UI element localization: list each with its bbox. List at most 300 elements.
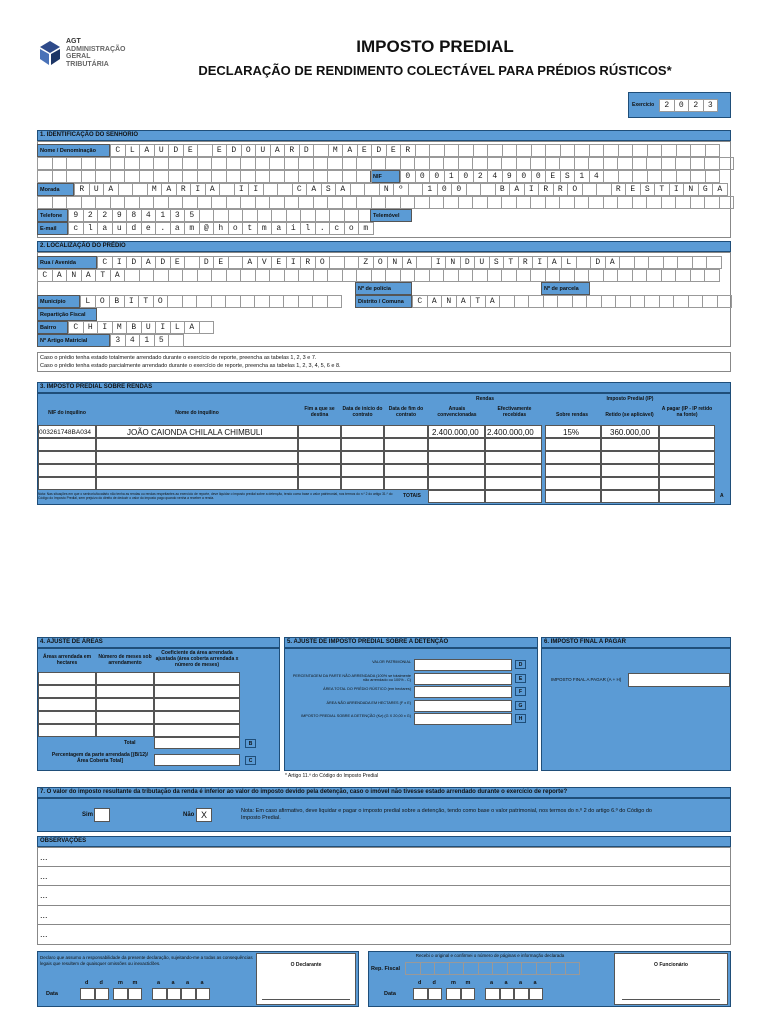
char-box[interactable] [430,196,445,209]
char-box[interactable] [220,183,235,196]
char-box[interactable]: T [96,269,111,282]
table-cell[interactable] [601,451,659,464]
char-box[interactable]: D [461,256,476,269]
table-cell[interactable] [341,477,384,490]
char-box[interactable] [406,962,421,975]
table-cell[interactable] [485,451,542,464]
char-box[interactable] [589,157,604,170]
table-cell[interactable] [384,464,428,477]
char-box[interactable] [285,196,300,209]
char-box[interactable] [421,962,436,975]
char-box[interactable] [169,157,184,170]
char-box[interactable] [529,295,544,308]
char-box[interactable]: M [329,144,344,157]
char-box[interactable] [444,269,459,282]
char-box[interactable] [264,183,279,196]
char-box[interactable]: T [471,295,486,308]
char-box[interactable]: I [533,256,548,269]
char-box[interactable] [133,183,148,196]
char-box[interactable]: m [185,222,200,235]
char-box[interactable] [183,157,198,170]
char-box[interactable]: I [156,321,171,334]
char-box[interactable] [720,157,735,170]
char-box[interactable]: D [200,256,215,269]
char-box[interactable] [229,256,244,269]
char-box[interactable]: N [67,269,82,282]
char-box[interactable] [430,144,445,157]
char-box[interactable]: R [75,183,90,196]
char-box[interactable]: G [699,183,714,196]
char-box[interactable]: o [229,222,244,235]
char-box[interactable] [287,209,302,222]
char-box[interactable]: 1 [423,183,438,196]
date-box[interactable] [80,988,95,1000]
area-cell[interactable] [154,724,240,737]
char-box[interactable]: C [293,183,308,196]
char-box[interactable] [328,157,343,170]
char-box[interactable]: u [113,222,128,235]
char-box[interactable] [183,170,198,183]
char-box[interactable] [200,209,215,222]
char-box[interactable] [198,144,213,157]
nome-field-line2[interactable] [37,157,734,170]
table-cell[interactable] [38,438,96,451]
rua-field[interactable] [97,256,722,269]
char-box[interactable] [140,196,155,209]
table-cell[interactable] [298,438,341,451]
char-box[interactable] [473,157,488,170]
char-box[interactable]: R [285,144,300,157]
char-box[interactable] [270,196,285,209]
table-cell[interactable] [485,464,542,477]
char-box[interactable] [464,962,479,975]
char-box[interactable] [357,269,372,282]
char-box[interactable] [662,157,677,170]
char-box[interactable] [502,269,517,282]
char-box[interactable] [522,962,537,975]
total-cell[interactable] [659,490,715,503]
char-box[interactable]: V [258,256,273,269]
char-box[interactable] [705,196,720,209]
char-box[interactable] [546,144,561,157]
char-box[interactable] [328,269,343,282]
obs-line[interactable]: ... [37,847,731,867]
char-box[interactable] [96,157,111,170]
char-box[interactable]: 0 [416,170,431,183]
table-cell[interactable] [601,438,659,451]
char-box[interactable]: D [300,144,315,157]
char-box[interactable] [660,295,675,308]
char-box[interactable] [720,196,735,209]
char-box[interactable] [357,170,372,183]
area-cell[interactable] [96,711,154,724]
sim-checkbox[interactable] [94,808,110,822]
char-box[interactable]: E [387,144,402,157]
char-box[interactable] [328,196,343,209]
char-box[interactable]: I [287,256,302,269]
char-box[interactable] [531,196,546,209]
char-box[interactable]: B [127,321,142,334]
char-box[interactable] [372,269,387,282]
char-box[interactable] [386,269,401,282]
area-cell[interactable] [38,711,96,724]
char-box[interactable]: o [345,222,360,235]
char-box[interactable] [573,295,588,308]
char-box[interactable] [647,269,662,282]
char-box[interactable]: 1 [445,170,460,183]
table-cell[interactable] [38,477,96,490]
obs-line[interactable]: ... [37,886,731,906]
date-box[interactable] [500,988,515,1000]
date-box[interactable] [152,988,167,1000]
char-box[interactable] [125,196,140,209]
table-cell[interactable] [341,425,384,438]
char-box[interactable] [676,196,691,209]
char-box[interactable]: A [142,256,157,269]
table-cell[interactable] [384,477,428,490]
char-box[interactable]: T [504,256,519,269]
char-box[interactable] [345,209,360,222]
char-box[interactable] [662,170,677,183]
char-box[interactable] [229,209,244,222]
char-box[interactable] [185,256,200,269]
char-box[interactable] [500,295,515,308]
char-box[interactable] [502,157,517,170]
char-box[interactable]: N [388,256,403,269]
char-box[interactable]: 0 [532,170,547,183]
area-cell[interactable] [96,724,154,737]
char-box[interactable] [197,295,212,308]
area-cell[interactable] [154,672,240,685]
char-box[interactable] [314,196,329,209]
char-box[interactable] [343,269,358,282]
char-box[interactable] [575,196,590,209]
char-box[interactable] [575,157,590,170]
char-box[interactable]: A [206,183,221,196]
char-box[interactable] [575,269,590,282]
char-box[interactable]: L [126,144,141,157]
char-box[interactable]: T [655,183,670,196]
char-box[interactable] [481,183,496,196]
char-box[interactable]: 2 [474,170,489,183]
total-cell[interactable] [428,490,485,503]
char-box[interactable] [508,962,523,975]
date-box[interactable] [196,988,211,1000]
area-cell[interactable] [154,698,240,711]
char-box[interactable] [140,170,155,183]
char-box[interactable] [270,170,285,183]
char-box[interactable]: 0 [401,170,416,183]
char-box[interactable]: E [272,256,287,269]
char-box[interactable]: 2 [98,209,113,222]
char-box[interactable] [631,295,646,308]
char-box[interactable] [256,170,271,183]
date-box[interactable] [95,988,110,1000]
char-box[interactable] [285,269,300,282]
char-box[interactable]: c [330,222,345,235]
date-box[interactable] [529,988,544,1000]
table-cell[interactable] [601,477,659,490]
char-box[interactable]: A [510,183,525,196]
char-box[interactable] [677,170,692,183]
table-cell[interactable] [659,464,715,477]
s4-pct-field[interactable] [154,754,240,766]
date-box[interactable] [461,988,476,1000]
rua-line2[interactable] [37,269,720,282]
char-box[interactable]: R [519,256,534,269]
char-box[interactable] [459,144,474,157]
char-box[interactable] [284,295,299,308]
s5-field-1[interactable] [414,659,512,671]
char-box[interactable]: N [380,183,395,196]
char-box[interactable]: h [214,222,229,235]
char-box[interactable] [517,157,532,170]
char-box[interactable] [183,295,198,308]
char-box[interactable] [212,295,227,308]
char-box[interactable] [604,157,619,170]
table-cell[interactable] [545,464,601,477]
char-box[interactable]: S [490,256,505,269]
char-box[interactable]: 1 [156,209,171,222]
char-box[interactable] [566,962,581,975]
obs-line[interactable]: ... [37,867,731,887]
total-cell[interactable] [485,490,542,503]
char-box[interactable]: 2 [84,209,99,222]
table-cell[interactable] [96,451,298,464]
char-box[interactable] [488,144,503,157]
char-box[interactable] [125,157,140,170]
char-box[interactable] [647,157,662,170]
char-box[interactable]: 1 [575,170,590,183]
char-box[interactable]: t [243,222,258,235]
char-box[interactable] [618,269,633,282]
char-box[interactable] [314,144,329,157]
char-box[interactable]: O [568,183,583,196]
char-box[interactable] [227,170,242,183]
table-cell[interactable] [96,438,298,451]
char-box[interactable] [473,269,488,282]
exercicio-digit[interactable]: 0 [675,99,690,112]
char-box[interactable] [345,256,360,269]
char-box[interactable] [255,295,270,308]
char-box[interactable] [299,170,314,183]
char-box[interactable]: S [561,170,576,183]
char-box[interactable] [560,269,575,282]
char-box[interactable] [299,196,314,209]
char-box[interactable] [618,196,633,209]
char-box[interactable] [212,157,227,170]
char-box[interactable] [691,144,706,157]
char-box[interactable] [313,295,328,308]
char-box[interactable] [459,196,474,209]
char-box[interactable]: D [156,256,171,269]
char-box[interactable] [82,196,97,209]
char-box[interactable] [691,269,706,282]
distrito-field[interactable] [412,295,732,308]
date-box[interactable] [413,988,428,1000]
char-box[interactable]: L [562,256,577,269]
char-box[interactable]: R [301,256,316,269]
char-box[interactable] [53,196,68,209]
char-box[interactable]: E [171,256,186,269]
char-box[interactable] [678,256,693,269]
char-box[interactable] [531,269,546,282]
char-box[interactable] [125,269,140,282]
artigo-field[interactable] [110,334,184,347]
char-box[interactable] [200,321,215,334]
char-box[interactable]: D [127,256,142,269]
char-box[interactable]: E [213,144,228,157]
table-cell[interactable] [659,451,715,464]
exercicio-digits[interactable] [659,99,718,112]
table-cell[interactable] [659,477,715,490]
char-box[interactable] [299,295,314,308]
char-box[interactable] [415,196,430,209]
char-box[interactable] [459,269,474,282]
area-cell[interactable] [38,724,96,737]
char-box[interactable]: A [185,321,200,334]
table-cell[interactable] [485,438,542,451]
table-cell[interactable] [428,477,485,490]
char-box[interactable] [546,196,561,209]
char-box[interactable] [677,144,692,157]
nif-left-blank[interactable] [37,170,372,183]
char-box[interactable]: A [713,183,728,196]
char-box[interactable]: 0 [517,170,532,183]
table-cell[interactable] [659,438,715,451]
telefone-field[interactable] [68,209,374,222]
char-box[interactable] [633,157,648,170]
char-box[interactable] [633,170,648,183]
char-box[interactable] [676,269,691,282]
char-box[interactable]: d [127,222,142,235]
char-box[interactable]: R [554,183,569,196]
char-box[interactable] [488,196,503,209]
char-box[interactable]: R [539,183,554,196]
char-box[interactable] [409,183,424,196]
char-box[interactable] [212,196,227,209]
char-box[interactable]: l [301,222,316,235]
area-cell[interactable] [38,698,96,711]
table-cell[interactable] [384,438,428,451]
char-box[interactable] [226,295,241,308]
char-box[interactable]: B [110,295,125,308]
char-box[interactable] [561,144,576,157]
char-box[interactable]: A [457,295,472,308]
char-box[interactable]: E [214,256,229,269]
char-box[interactable] [467,183,482,196]
char-box[interactable]: A [53,269,68,282]
char-box[interactable] [551,962,566,975]
char-box[interactable] [444,196,459,209]
char-box[interactable] [154,170,169,183]
char-box[interactable] [604,196,619,209]
char-box[interactable] [212,269,227,282]
char-box[interactable] [459,157,474,170]
char-box[interactable] [589,269,604,282]
exercicio-digit[interactable]: 2 [689,99,704,112]
char-box[interactable] [647,196,662,209]
char-box[interactable] [357,157,372,170]
date-box[interactable] [167,988,182,1000]
table-cell[interactable] [485,477,542,490]
char-box[interactable]: E [184,144,199,157]
char-box[interactable]: 0 [459,170,474,183]
char-box[interactable]: A [403,256,418,269]
char-box[interactable]: I [249,183,264,196]
char-box[interactable]: C [111,144,126,157]
table-cell[interactable] [96,464,298,477]
char-box[interactable]: . [316,222,331,235]
char-box[interactable]: I [525,183,540,196]
char-box[interactable] [154,269,169,282]
table-cell[interactable] [659,425,715,438]
nome-field[interactable] [110,144,720,157]
char-box[interactable]: U [256,144,271,157]
char-box[interactable]: C [69,321,84,334]
char-box[interactable] [546,269,561,282]
char-box[interactable] [577,256,592,269]
char-box[interactable] [328,170,343,183]
char-box[interactable] [474,144,489,157]
char-box[interactable]: H [84,321,99,334]
char-box[interactable] [604,170,619,183]
char-box[interactable]: A [140,144,155,157]
char-box[interactable] [616,295,631,308]
area-cell[interactable] [38,685,96,698]
char-box[interactable] [597,183,612,196]
char-box[interactable] [635,256,650,269]
s5-field-4[interactable] [414,700,512,712]
char-box[interactable]: D [372,144,387,157]
char-box[interactable] [258,209,273,222]
char-box[interactable] [589,196,604,209]
char-box[interactable]: O [242,144,257,157]
char-box[interactable]: O [374,256,389,269]
char-box[interactable] [256,269,271,282]
char-box[interactable]: @ [200,222,215,235]
char-box[interactable]: A [486,295,501,308]
char-box[interactable]: U [155,144,170,157]
char-box[interactable] [604,269,619,282]
char-box[interactable]: Z [359,256,374,269]
rep-field[interactable] [405,962,580,975]
char-box[interactable] [415,269,430,282]
table-cell[interactable] [341,464,384,477]
char-box[interactable] [693,256,708,269]
date-box[interactable] [181,988,196,1000]
char-box[interactable] [645,295,660,308]
char-box[interactable] [111,157,126,170]
char-box[interactable] [444,157,459,170]
total-cell[interactable] [601,490,659,503]
char-box[interactable] [386,157,401,170]
char-box[interactable] [227,269,242,282]
char-box[interactable]: l [84,222,99,235]
char-box[interactable]: R [401,144,416,157]
char-box[interactable]: S [322,183,337,196]
char-box[interactable]: M [148,183,163,196]
char-box[interactable] [241,295,256,308]
table-cell[interactable] [96,477,298,490]
char-box[interactable] [517,196,532,209]
s4-total-field[interactable] [154,737,240,749]
char-box[interactable]: A [162,183,177,196]
char-box[interactable] [662,196,677,209]
char-box[interactable] [111,170,126,183]
char-box[interactable] [718,295,733,308]
char-box[interactable]: 9 [503,170,518,183]
